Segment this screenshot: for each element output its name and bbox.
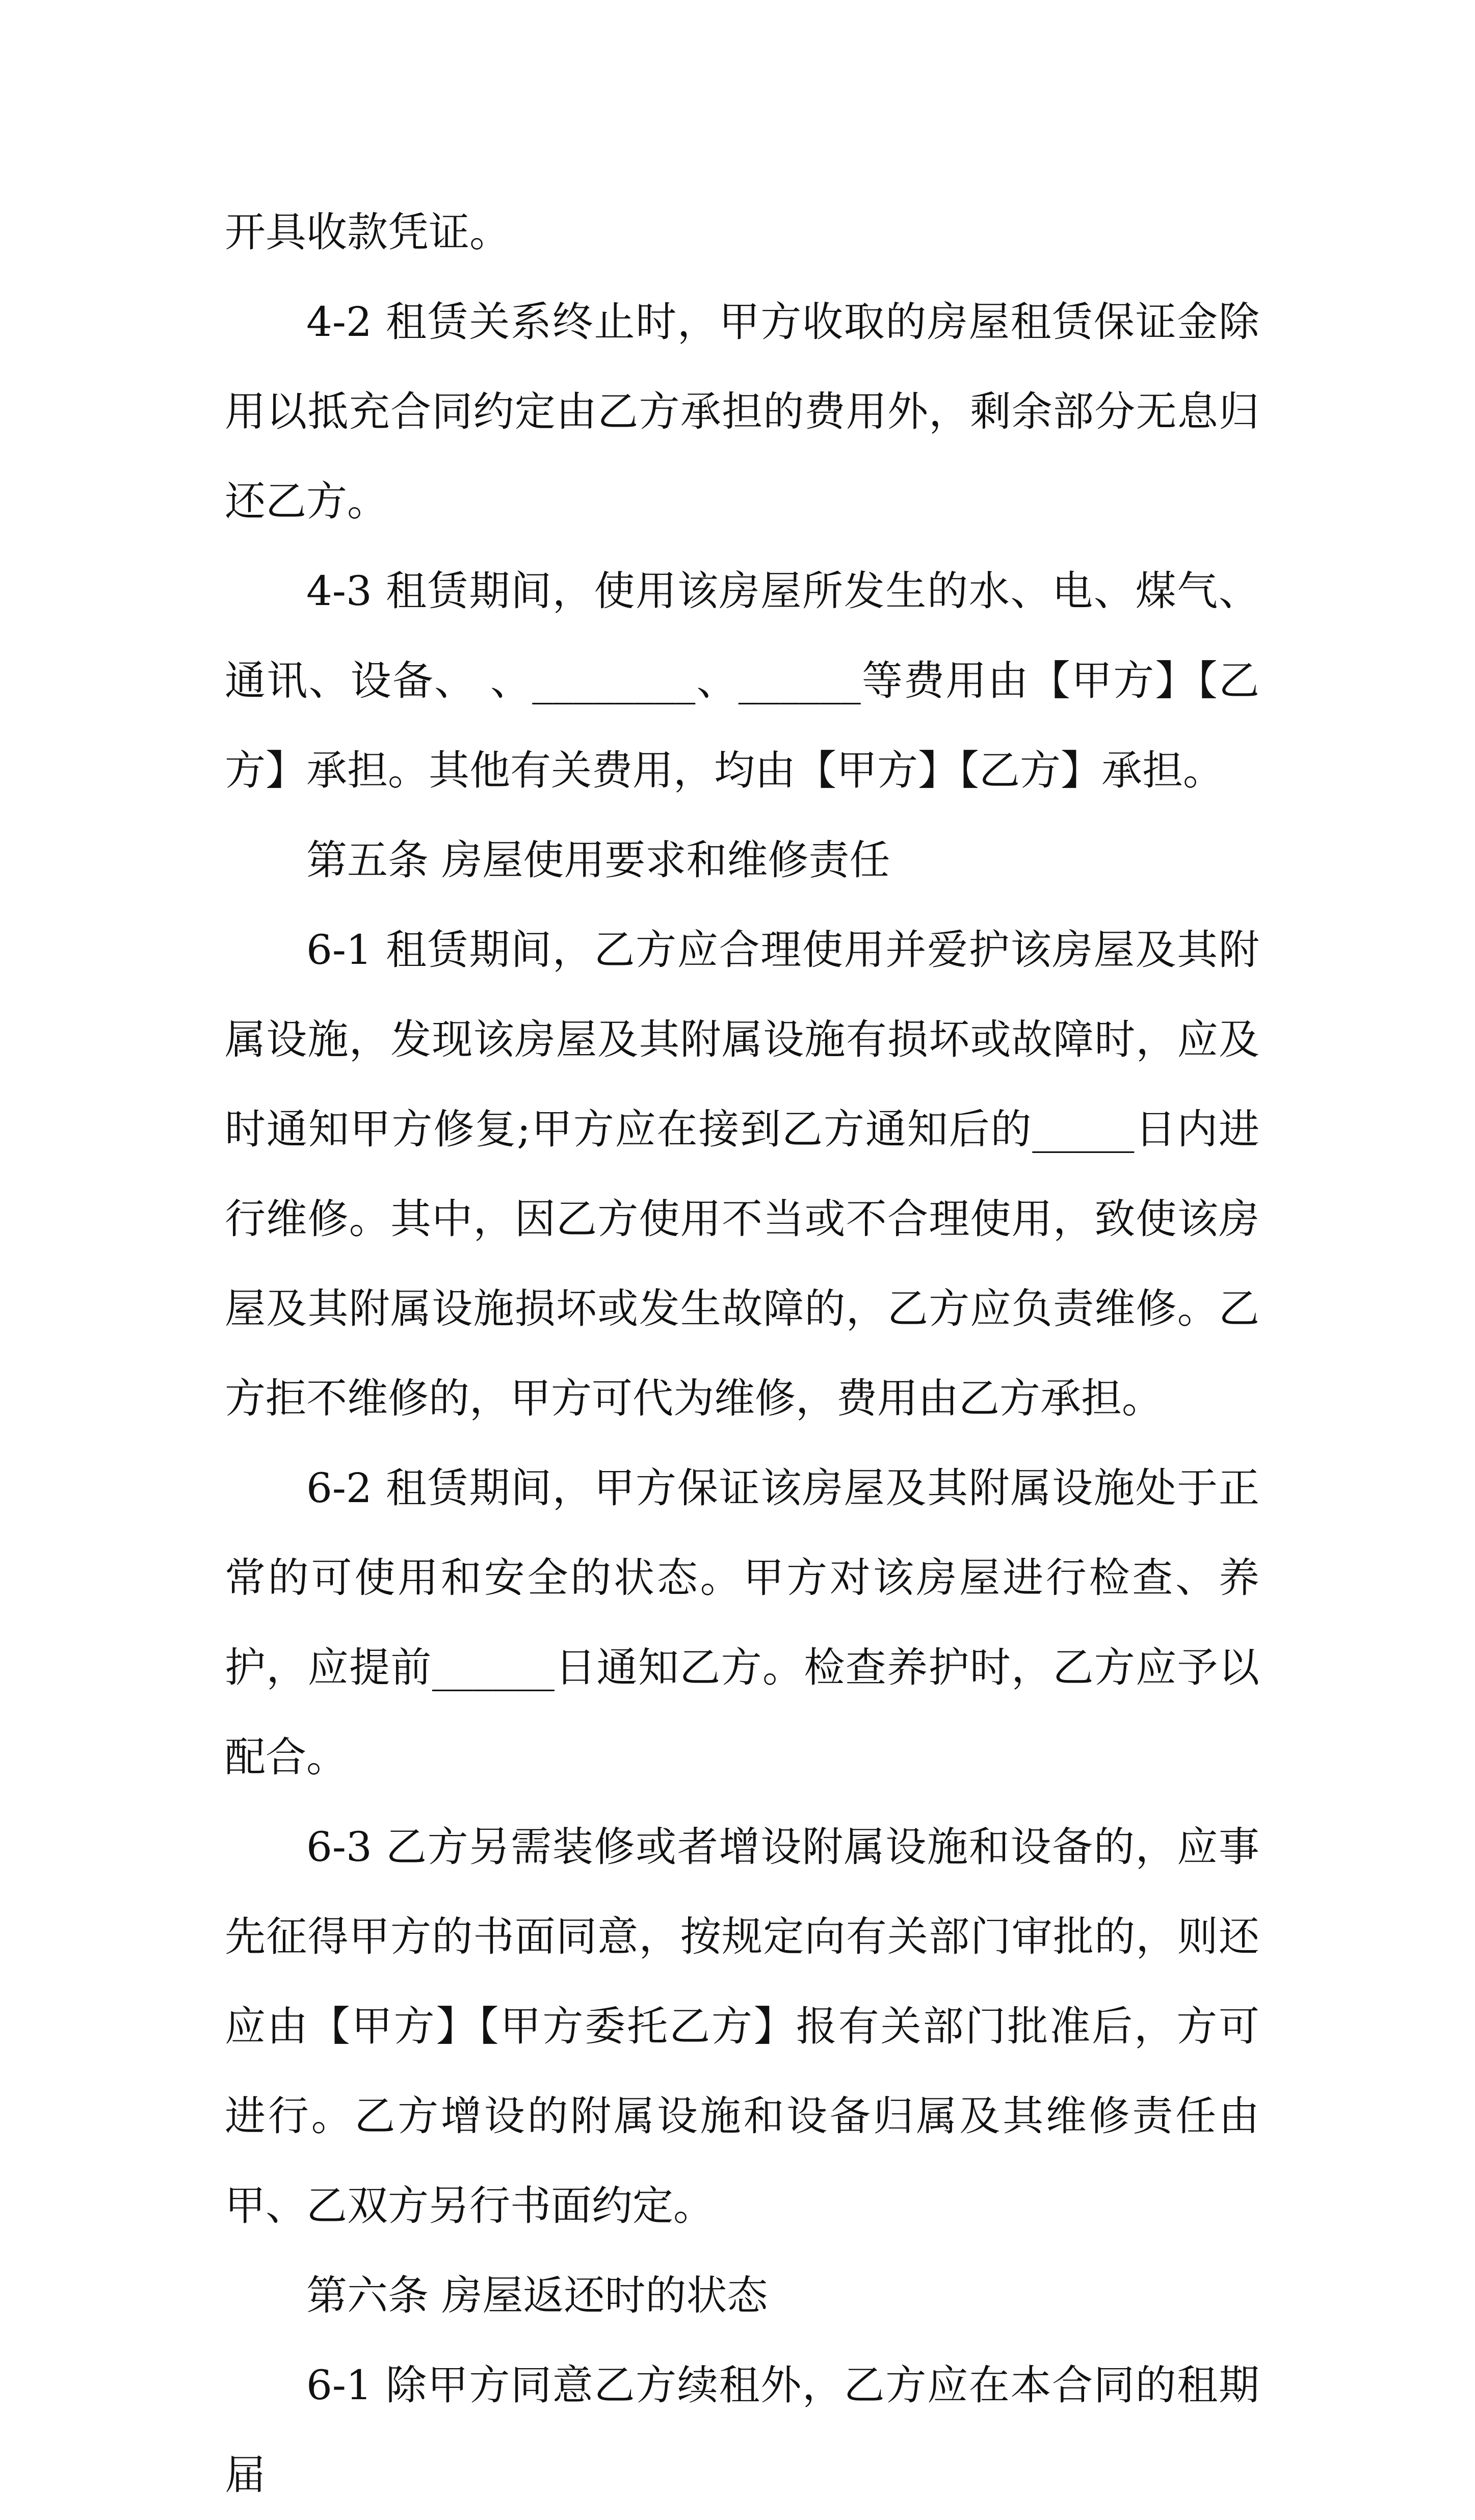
clause-4-3: 4-3 租赁期间，使用该房屋所发生的水、电、煤气、通讯、设备、 、________、______等费用由【甲方】【乙方】承担。其他有关费用，均由【甲方】【乙方】承担。 — [225, 567, 1259, 794]
document-body — [225, 188, 1259, 2520]
clause-4-2: 4-2 租赁关系终止时，甲方收取的房屋租赁保证金除用以抵充合同约定由乙方承担的费用外，剩余部分无息归还乙方。 — [225, 298, 1259, 525]
article-6-heading: 第六条 房屋返还时的状态 — [306, 2272, 768, 2319]
clause-6-3: 6-3 乙方另需装修或者增设附属设施和设备的，应事先征得甲方的书面同意，按规定向有关部门审批的，则还应由【甲方】【甲方委托乙方】报有关部门批准后，方可进行。乙方增设的附属设施和设备归属及其维修责任由甲、乙双方另行书面约定。 — [225, 1823, 1259, 2229]
paragraph-continuation: 开具收款凭证。 — [225, 208, 510, 256]
article-5-heading: 第五条 房屋使用要求和维修责任 — [306, 836, 890, 884]
clause-6-2: 6-2 租赁期间，甲方保证该房屋及其附属设施处于正常的可使用和安全的状态。甲方对该房屋进行检查、养护，应提前______日通知乙方。检查养护时，乙方应予以配合。 — [225, 1464, 1259, 1781]
clause-6-1-return: 6-1 除甲方同意乙方续租外，乙方应在本合同的租期届 — [225, 2361, 1259, 2499]
clause-6-1-maintenance: 6-1 租赁期间，乙方应合理使用并爱护该房屋及其附属设施，发现该房屋及其附属设施有损坏或故障时，应及时通知甲方修复;甲方应在接到乙方通知后的_____日内进行维修。其中，因乙方使用不当或不合理使用，致使该房屋及其附属设施损坏或发生故障的，乙方应负责维修。乙方拒不维修的，甲方可代为维修，费用由乙方承担。 — [225, 926, 1259, 1422]
